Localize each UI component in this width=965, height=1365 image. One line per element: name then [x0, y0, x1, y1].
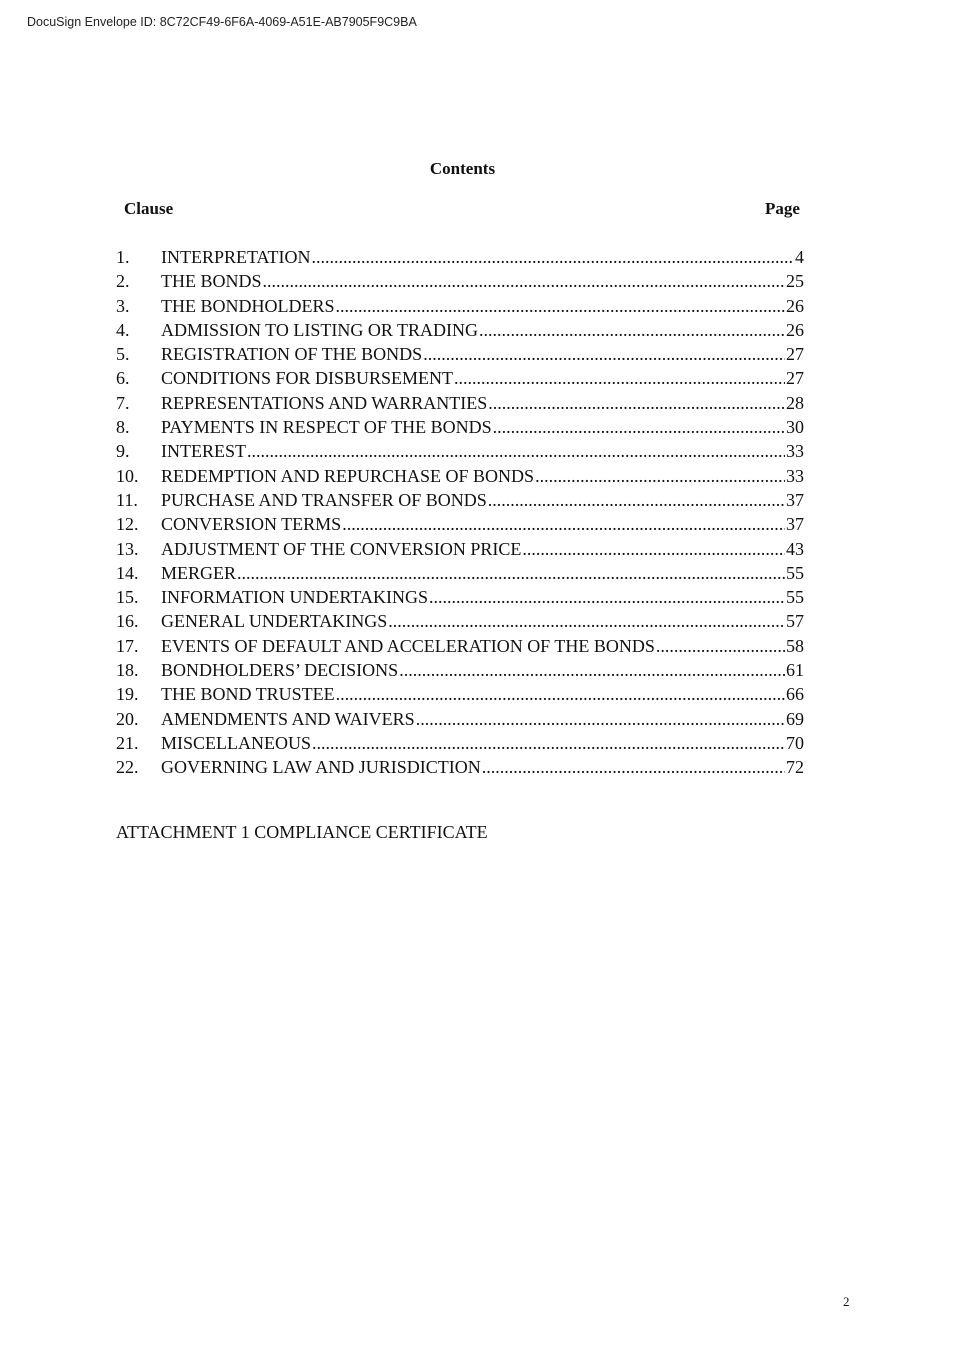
toc-page: 72 [786, 757, 804, 778]
toc-entry [116, 415, 804, 439]
toc-number: 22. [116, 757, 139, 778]
dot-leader [237, 561, 785, 585]
toc-page: 25 [786, 271, 804, 292]
toc-title: REPRESENTATIONS AND WARRANTIES [161, 392, 488, 413]
toc-title: EVENTS OF DEFAULT AND ACCELERATION OF THE BONDS [161, 635, 655, 656]
toc-number: 3. [116, 295, 130, 316]
toc-number: 8. [116, 417, 130, 438]
toc-title: BONDHOLDERS’ DECISIONS [161, 660, 399, 681]
toc-entry [116, 294, 804, 318]
toc-entry [116, 658, 804, 682]
toc-entry [116, 682, 804, 706]
toc-page: 28 [786, 392, 804, 413]
toc-number: 7. [116, 392, 130, 413]
toc-title: THE BONDS [161, 271, 262, 292]
attachment-entry: ATTACHMENT 1 COMPLIANCE CERTIFICATE [116, 822, 488, 842]
dot-leader [336, 682, 785, 706]
dot-leader [423, 342, 785, 366]
dot-leader [342, 512, 785, 536]
toc-title: CONVERSION TERMS [161, 514, 342, 535]
toc-title: PURCHASE AND TRANSFER OF BONDS [161, 489, 487, 510]
toc-page: 26 [786, 295, 804, 316]
toc-page: 33 [786, 441, 804, 462]
table-of-contents [116, 245, 804, 780]
toc-title: THE BOND TRUSTEE [161, 684, 335, 705]
toc-entry [116, 318, 804, 342]
toc-number: 19. [116, 684, 139, 705]
toc-page: 43 [786, 538, 804, 559]
toc-number: 4. [116, 319, 130, 340]
toc-title: ADMISSION TO LISTING OR TRADING [161, 319, 479, 340]
toc-title: AMENDMENTS AND WAIVERS [161, 708, 415, 729]
toc-number: 6. [116, 368, 130, 389]
toc-number: 1. [116, 247, 130, 267]
toc-page: 37 [786, 514, 804, 535]
toc-entry [116, 488, 804, 512]
dot-leader [656, 634, 785, 658]
toc-page: 37 [786, 489, 804, 510]
toc-page: 27 [786, 368, 804, 389]
toc-entry [116, 561, 804, 585]
page-number: 2 [843, 1294, 850, 1309]
dot-leader [479, 318, 785, 342]
toc-entry [116, 439, 804, 463]
toc-page: 30 [786, 417, 804, 438]
dot-leader [429, 585, 785, 609]
toc-entry [116, 634, 804, 658]
clause-header: Clause [124, 199, 174, 218]
toc-title: MERGER [161, 562, 237, 583]
toc-page: 26 [786, 319, 804, 340]
toc-number: 15. [116, 587, 139, 608]
toc-title: INFORMATION UNDERTAKINGS [161, 587, 428, 608]
toc-page: 55 [786, 587, 804, 608]
toc-entry [116, 755, 804, 779]
toc-page: 58 [786, 635, 804, 656]
toc-number: 16. [116, 611, 139, 632]
toc-entry [116, 391, 804, 415]
page-header: Page [765, 199, 800, 218]
toc-title: GENERAL UNDERTAKINGS [161, 611, 388, 632]
dot-leader [336, 294, 786, 318]
toc-number: 17. [116, 635, 139, 656]
toc-number: 9. [116, 441, 130, 462]
envelope-id: DocuSign Envelope ID: 8C72CF49-6F6A-4069-A51E-AB7905F9C9BA [27, 15, 417, 29]
dot-leader [312, 731, 785, 755]
toc-title: CONDITIONS FOR DISBURSEMENT [161, 368, 454, 389]
toc-number: 5. [116, 344, 130, 365]
toc-title: ADJUSTMENT OF THE CONVERSION PRICE [161, 538, 522, 559]
toc-entry [116, 245, 804, 269]
toc-title: INTERPRETATION [161, 247, 311, 267]
toc-number: 12. [116, 514, 139, 535]
toc-title: MISCELLANEOUS [161, 732, 312, 753]
toc-title: PAYMENTS IN RESPECT OF THE BONDS [161, 417, 492, 438]
dot-leader [522, 537, 785, 561]
toc-number: 13. [116, 538, 139, 559]
toc-number: 11. [116, 489, 138, 510]
toc-entry [116, 366, 804, 390]
dot-leader [535, 464, 785, 488]
toc-page: 61 [786, 660, 804, 681]
toc-entry [116, 609, 804, 633]
toc-number: 10. [116, 465, 139, 486]
toc-page: 55 [786, 562, 804, 583]
contents-title: Contents [429, 159, 496, 178]
toc-page: 69 [786, 708, 804, 729]
toc-number: 20. [116, 708, 139, 729]
toc-title: INTEREST [161, 441, 246, 462]
toc-entry [116, 731, 804, 755]
toc-number: 18. [116, 660, 139, 681]
toc-page: 70 [786, 732, 804, 753]
dot-leader [388, 609, 785, 633]
dot-leader [312, 245, 794, 269]
dot-leader [454, 366, 785, 390]
dot-leader [488, 391, 785, 415]
dot-leader [247, 439, 785, 463]
toc-entry [116, 342, 804, 366]
toc-page: 4 [795, 247, 804, 267]
toc-page: 27 [786, 344, 804, 365]
toc-entry [116, 269, 804, 293]
toc-entry [116, 512, 804, 536]
toc-title: REGISTRATION OF THE BONDS [161, 344, 423, 365]
dot-leader [493, 415, 785, 439]
toc-number: 2. [116, 271, 130, 292]
dot-leader [416, 707, 785, 731]
toc-page: 57 [786, 611, 804, 632]
toc-page: 66 [786, 684, 804, 705]
dot-leader [263, 269, 785, 293]
toc-number: 14. [116, 562, 139, 583]
dot-leader [482, 755, 785, 779]
dot-leader [488, 488, 785, 512]
toc-title: GOVERNING LAW AND JURISDICTION [161, 757, 481, 778]
toc-title: THE BONDHOLDERS [161, 295, 335, 316]
toc-entry [116, 707, 804, 731]
toc-title: REDEMPTION AND REPURCHASE OF BONDS [161, 465, 535, 486]
toc-entry [116, 537, 804, 561]
dot-leader [399, 658, 785, 682]
toc-number: 21. [116, 732, 139, 753]
toc-page: 33 [786, 465, 804, 486]
toc-entry [116, 464, 804, 488]
toc-entry [116, 585, 804, 609]
